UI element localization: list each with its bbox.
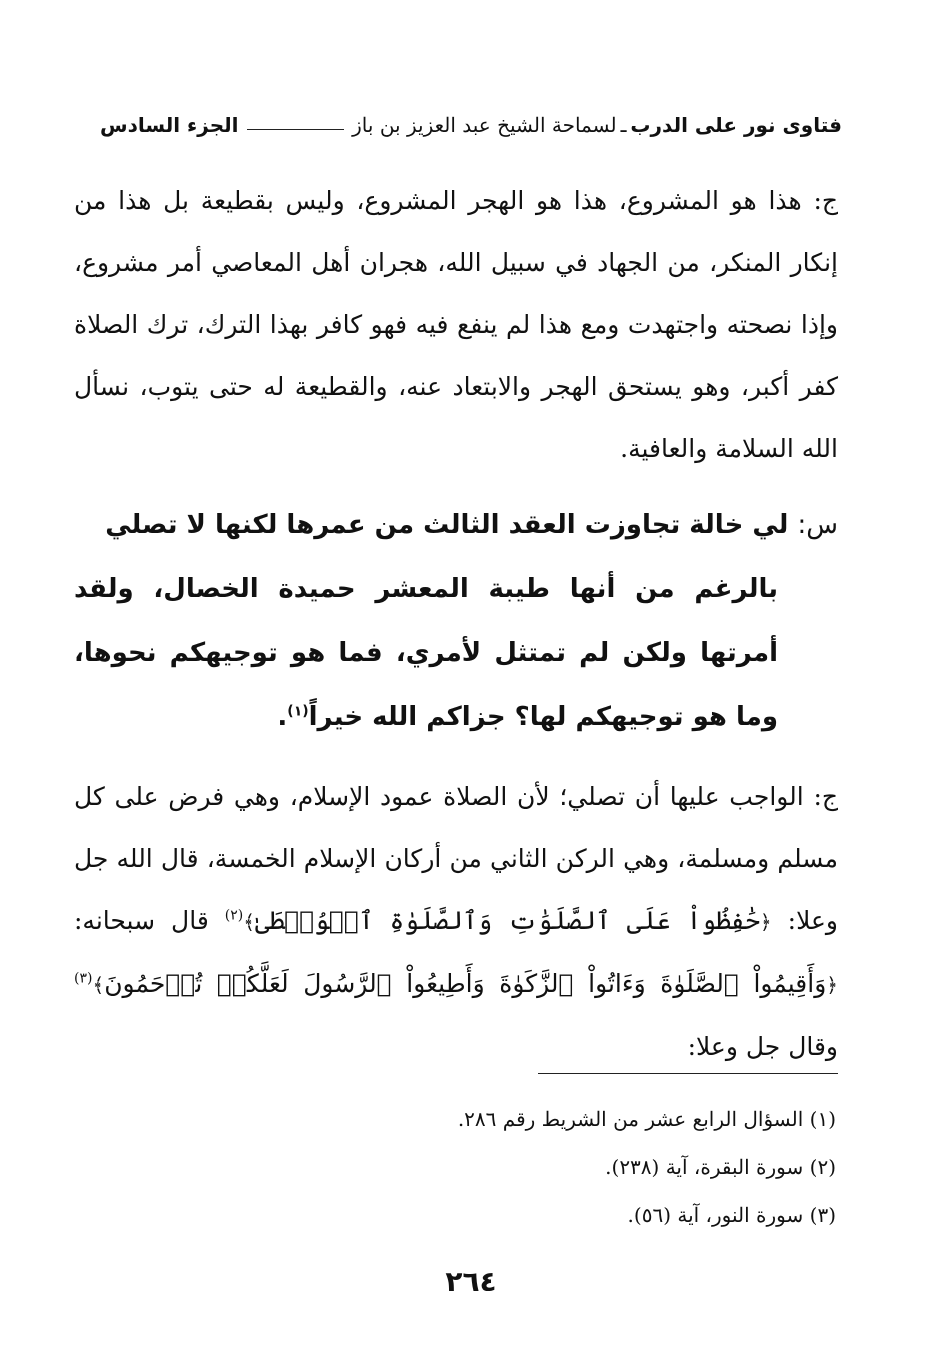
ayah-open-bracket: ﴿ bbox=[826, 973, 838, 997]
header-author: لسماحة الشيخ عبد العزيز بن باز bbox=[352, 113, 617, 137]
ayah-open-bracket: ﴿ bbox=[759, 910, 772, 934]
answer-paragraph-2 bbox=[74, 766, 838, 1078]
answer-text-1: الواجب عليها أن تصلي؛ لأن الصلاة عمود الإسلام، وهي فرض على كل مسلم ومسلمة، وهي الركن الثاني من أركان الإسلام الخمسة، قال الله جل وعلا: bbox=[74, 782, 838, 935]
header-separator: ـ bbox=[620, 113, 627, 137]
quran-verse-1: حَٰفِظُواْ عَلَى ٱلصَّلَوَٰتِ وَٱلصَّلَوٰةِ ٱلۡوُسۡطَىٰ bbox=[254, 906, 760, 935]
answer-marker: ج: bbox=[813, 782, 839, 811]
footnote-2: (٢) سورة البقرة، آية (٢٣٨). bbox=[605, 1155, 836, 1179]
answer-marker: ج: bbox=[813, 186, 838, 215]
footnote-divider bbox=[538, 1073, 838, 1074]
ayah-close-bracket: ﴾ bbox=[243, 910, 255, 934]
book-title: فتاوى نور على الدرب bbox=[630, 113, 842, 137]
quran-verse-2: وَأَقِيمُواْ ٱلصَّلَوٰةَ وَءَاتُواْ ٱلزَّكَوٰةَ وَأَطِيعُواْ ٱلرَّسُولَ لَعَلَّكُمۡ تُرۡحَمُونَ bbox=[104, 969, 827, 998]
answer-paragraph-1 bbox=[74, 170, 838, 480]
question-marker: س: bbox=[797, 510, 838, 540]
page-number: ٢٦٤ bbox=[445, 1265, 497, 1298]
answer-text: هذا هو المشروع، هذا هو الهجر المشروع، وليس بقطيعة بل هذا من إنكار المنكر، من الجهاد في سبيل الله، هجران أهل المعاصي أمر مشروع، وإذا نصحته واجتهدت ومع هذا لم ينفع فيه فهو كافر بهذا الترك، ترك الصلاة كفر أكبر، وهو يستحق الهجر والابتعاد عنه، والقطيعة له حتى يتوب، نسأل الله السلامة والعافية. bbox=[74, 186, 838, 463]
footnote-ref-3: (٣) bbox=[74, 970, 93, 987]
question-first-line bbox=[74, 493, 838, 557]
question-text-first: لي خالة تجاوزت العقد الثالث من عمرها لكنها لا تصلي bbox=[105, 510, 789, 540]
question-text-rest bbox=[74, 557, 838, 749]
footnotes bbox=[96, 1095, 836, 1239]
ayah-close-bracket: ﴾ bbox=[92, 973, 105, 997]
question-end: . bbox=[277, 702, 288, 732]
question-text: بالرغم من أنها طيبة المعشر حميدة الخصال، ولقد أمرتها ولكن لم تمتثل لأمري، فما هو توجيهكم نحوها، وما هو توجيهكم لها؟ جزاكم الله خيراً bbox=[74, 574, 778, 732]
question-paragraph bbox=[74, 493, 838, 749]
volume-label: الجزء السادس bbox=[100, 113, 239, 137]
running-header bbox=[100, 108, 842, 142]
header-rule bbox=[247, 129, 345, 130]
footnote-ref-2: (٢) bbox=[224, 907, 244, 924]
footnote-3: (٣) سورة النور، آية (٥٦). bbox=[627, 1203, 836, 1227]
answer-text-2: قال سبحانه: bbox=[74, 906, 209, 935]
footnote-ref-1: (١) bbox=[287, 703, 309, 720]
footnote-1: (١) السؤال الرابع عشر من الشريط رقم ٢٨٦. bbox=[457, 1107, 836, 1131]
answer-text-3: وقال جل وعلا: bbox=[687, 1032, 838, 1061]
